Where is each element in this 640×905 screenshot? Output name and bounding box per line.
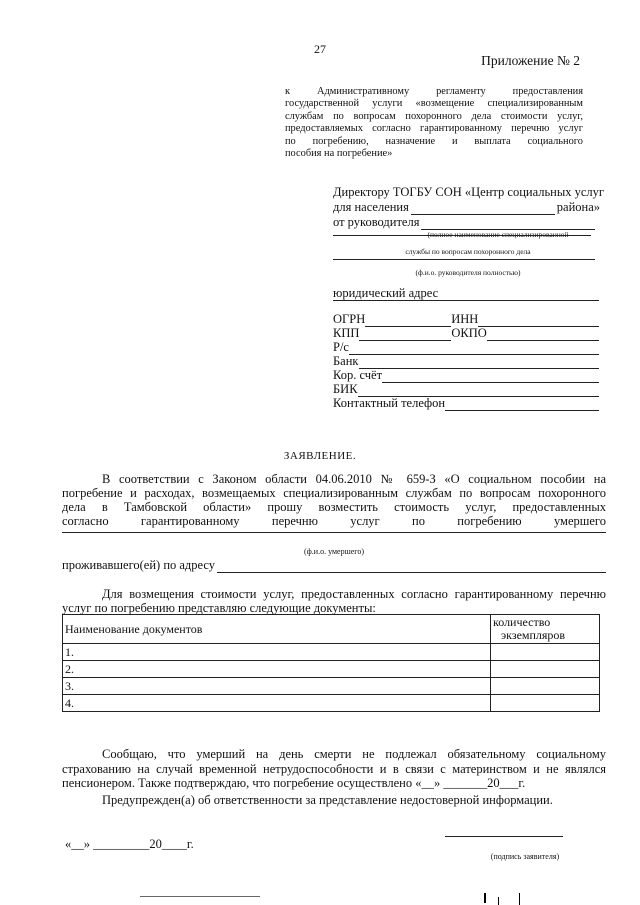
warning-paragraph (62, 793, 606, 807)
signature-hint: (подпись заявителя) (490, 852, 560, 861)
copies-cell[interactable] (491, 644, 600, 661)
inn-label: ИНН (451, 312, 479, 326)
docs-intro (62, 587, 606, 601)
deceased-hint: (ф.и.о. умершего) (303, 547, 365, 556)
date-field[interactable]: «__» _________20____г. (65, 837, 194, 851)
head-name-field[interactable] (421, 217, 595, 230)
docs-intro-line: Для возмещения стоимости услуг, предоставленных согласно гарантированному перечню (102, 587, 606, 601)
document-name-cell[interactable]: 2. (63, 661, 491, 678)
document-name-cell[interactable]: 1. (63, 644, 491, 661)
col-documents: Наименование документов (63, 615, 491, 644)
scan-mark (140, 896, 260, 897)
phone-field[interactable] (445, 398, 599, 411)
legal-address-label: юридический адрес (333, 286, 439, 300)
bank-label: Банк (333, 354, 359, 368)
addressee-district-suffix: района» (556, 200, 600, 214)
scan-mark (519, 893, 520, 905)
head-fullname-field[interactable] (333, 259, 595, 260)
regulation-line: предоставляемых согласно гарантированному перечню услуг (285, 123, 583, 135)
scan-mark (498, 897, 499, 905)
table-row (63, 644, 600, 661)
body-line: согласно гарантированному перечню услуг по погребению умершего (62, 514, 606, 529)
okpo-label: ОКПО (451, 326, 487, 340)
addressee-block (333, 185, 605, 415)
scan-mark (484, 893, 486, 903)
body-line: погребение и расходах, возмещаемых специализированным службам по вопросам похоронного (62, 486, 606, 500)
document-name-cell[interactable]: 3. (63, 678, 491, 695)
regulation-line: службам по вопросам похоронного дела стоимости услуг, (285, 110, 583, 122)
request-paragraph-cont (62, 486, 606, 529)
service-hint: службы по вопросам похоронного дела (405, 247, 531, 256)
table-header (63, 615, 600, 644)
body-line: В соответствии с Законом области 04.06.2010 № 659-З «О социальном пособии на (102, 472, 606, 486)
phone-label: Контактный телефон (333, 396, 446, 410)
legal-address-field-2[interactable] (333, 300, 599, 301)
regulation-reference (285, 86, 583, 160)
org-hint: (полное наименование специализированной (427, 230, 569, 239)
request-paragraph (62, 472, 606, 486)
regulation-line: пособия на погребение» (285, 148, 393, 160)
copies-cell[interactable] (491, 695, 600, 712)
corr-account-label: Кор. счёт (333, 368, 383, 382)
account-label: Р/с (333, 340, 349, 354)
residence-address-field[interactable] (217, 560, 606, 573)
residence-label: проживавшего(ей) по адресу (62, 558, 216, 572)
statement-line: страхованию на случай временной нетрудоспособности и в связи с материнством и не являлся (62, 762, 606, 776)
addressee-line: Директору ТОГБУ СОН «Центр социальных услуг (333, 185, 605, 199)
name-hint: (ф.и.о. руководителя полностью) (415, 268, 521, 277)
ogrn-label: ОГРН (333, 312, 366, 326)
copies-cell[interactable] (491, 661, 600, 678)
appendix-label: Приложение № 2 (481, 53, 580, 68)
statement-line: пенсионером. Также подтверждаю, что погребение осуществлено «__» _______20___г. (62, 776, 526, 791)
table-row (63, 661, 600, 678)
org-name-field[interactable] (333, 235, 591, 236)
regulation-line: к Административному регламенту предоставления (285, 86, 583, 97)
warning-text: Предупрежден(а) об ответственности за представление недостоверной информации. (102, 793, 553, 807)
document-title: ЗАЯВЛЕНИЕ. (283, 450, 357, 462)
bik-label: БИК (333, 382, 358, 396)
from-label: от руководителя (333, 215, 420, 229)
district-field[interactable] (411, 202, 555, 215)
docs-intro-line: услуг по погребению представляю следующие документы: (62, 601, 376, 615)
table-row (63, 695, 600, 712)
document-name-cell[interactable]: 4. (63, 695, 491, 712)
statement-paragraph (62, 747, 606, 761)
page-number: 27 (314, 42, 326, 56)
statement-line: Сообщаю, что умерший на день смерти не подлежал обязательному социальному (102, 747, 606, 761)
regulation-line: государственной услуги «возмещение специализированным (285, 98, 583, 110)
copies-cell[interactable] (491, 678, 600, 695)
body-line: дела в Тамбовской области» прошу возместить стоимость услуг, предоставленных (62, 500, 606, 515)
deceased-name-field[interactable] (62, 532, 606, 533)
kpp-label: КПП (333, 326, 360, 340)
signature-field[interactable] (445, 836, 563, 837)
table-row (63, 678, 600, 695)
addressee-population: для населения (333, 200, 409, 214)
documents-table (62, 614, 600, 712)
statement-paragraph-cont (62, 762, 606, 790)
col-copies: количество экземпляров (491, 615, 600, 644)
regulation-line: по погребению, назначение и выплата социального (285, 135, 583, 147)
